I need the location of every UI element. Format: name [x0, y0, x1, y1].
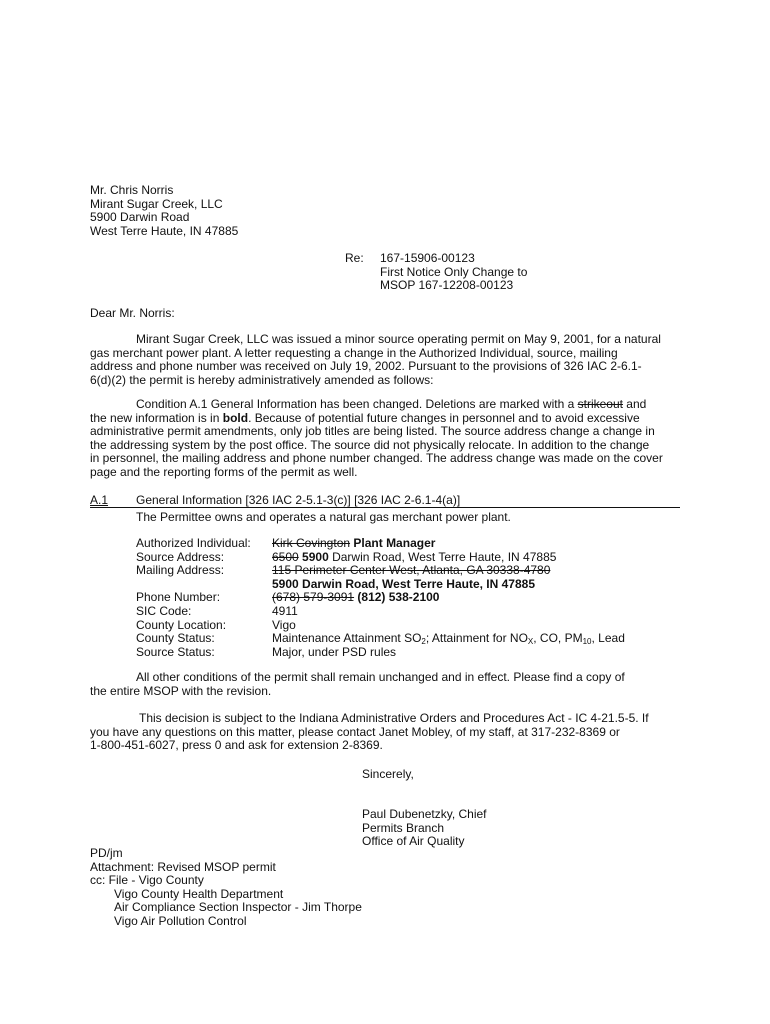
- paragraph-line: [90, 412, 663, 426]
- paragraph-line: page and the reporting forms of the permit as well.: [90, 464, 358, 479]
- paragraph-line: Mirant Sugar Creek, LLC was issued a minor source operating permit on May 9, 2001, for a natural: [136, 332, 661, 346]
- value-source-address: [272, 550, 556, 564]
- paragraph-line: 1-800-451-6027, press 0 and ask for extension 2-8369.: [90, 738, 383, 753]
- paragraph-line: [90, 398, 663, 412]
- strikeout-sample: strikeout: [577, 397, 623, 411]
- label-authorized-individual: Authorized Individual:: [136, 536, 251, 550]
- address-line: Mr. Chris Norris: [90, 183, 174, 197]
- deleted-text: Kirk Covington: [272, 536, 351, 550]
- recipient-address: [90, 184, 238, 238]
- deleted-text: 6500: [272, 549, 299, 564]
- value-sic-code: 4911: [272, 604, 298, 618]
- subscript: X: [527, 637, 534, 647]
- footer-block: [90, 847, 362, 929]
- text-run: the new information is in: [90, 410, 223, 425]
- signature-line: Paul Dubenetzky, Chief: [362, 807, 487, 821]
- paragraph-line: This decision is subject to the Indiana Administrative Orders and Procedures Act - IC 4-21.5-5. If: [139, 711, 649, 725]
- re-line: First Notice Only Change to: [380, 264, 528, 279]
- label-mailing-address: Mailing Address:: [136, 563, 225, 578]
- re-line: 167-15906-00123: [380, 251, 475, 265]
- deleted-text: (678) 579-3091: [272, 590, 355, 605]
- cc-item: Air Compliance Section Inspector - Jim Thorpe: [114, 900, 362, 915]
- closing: Sincerely,: [362, 767, 414, 781]
- condition-intro: The Permittee owns and operates a natural gas merchant power plant.: [136, 510, 511, 524]
- attachment-line: Attachment: Revised MSOP permit: [90, 859, 276, 874]
- value-mailing-address-new: 5900 Darwin Road, West Terre Haute, IN 47885: [272, 576, 535, 591]
- text-run: . Because of potential future changes in personnel and to avoid excessive: [248, 410, 640, 425]
- added-text: 5900: [302, 549, 329, 564]
- condition-number: A.1: [90, 493, 109, 507]
- value-county-status: [272, 631, 625, 645]
- bold-sample: bold: [222, 410, 249, 425]
- address-line: 5900 Darwin Road: [90, 210, 190, 225]
- label-phone-number: Phone Number:: [136, 590, 221, 605]
- subscript: 2: [421, 637, 426, 647]
- paragraph-line: gas merchant power plant. A letter requesting a change in the Authorized Individual, source, mailing: [90, 345, 618, 360]
- text-run: , Lead: [591, 631, 625, 646]
- subscript: 10: [582, 637, 592, 647]
- re-reference: [380, 252, 527, 293]
- paragraph-line: in personnel, the mailing address and phone number changed. The address change was made on the cover: [90, 451, 663, 466]
- paragraph-line: administrative permit amendments, only job titles are being listed. The source address change a change in: [90, 424, 655, 439]
- initials: PD/jm: [90, 846, 123, 860]
- value-phone-number: [272, 590, 439, 604]
- condition-title: General Information [326 IAC 2-5.1-3(c)] [326 IAC 2-6.1-4(a)]: [136, 493, 461, 507]
- added-text: Plant Manager: [353, 536, 436, 550]
- label-sic-code: SIC Code:: [136, 604, 192, 618]
- label-county-status: County Status:: [136, 631, 215, 646]
- cc-item: Vigo County Health Department: [114, 886, 284, 901]
- paragraph-line: address and phone number was received on July 19, 2002. Pursuant to the provisions of 326 IAC 2-6.1-: [90, 359, 642, 374]
- paragraph-line: the addressing system by the post office. The source did not physically relocate. In addition to the change: [90, 437, 650, 452]
- paragraph-other-conditions: [90, 671, 625, 698]
- text-run: Darwin Road, West Terre Haute, IN 47885: [328, 549, 557, 564]
- paragraph-line: the entire MSOP with the revision.: [90, 683, 272, 698]
- paragraph-line: you have any questions on this matter, please contact Janet Mobley, of my staff, at 317-232-8369 or: [90, 724, 620, 739]
- text-run: Condition A.1 General Information has been changed. Deletions are marked with a: [136, 397, 578, 411]
- value-mailing-address-old: 115 Perimeter Center West, Atlanta, GA 30338-4780: [272, 563, 551, 578]
- text-run: Maintenance Attainment SO: [272, 631, 422, 646]
- address-line: Mirant Sugar Creek, LLC: [90, 196, 223, 211]
- label-source-address: Source Address:: [136, 549, 225, 564]
- paragraph-intro: [90, 333, 661, 387]
- text-run: and: [622, 397, 647, 411]
- cc-item: Vigo Air Pollution Control: [114, 913, 247, 928]
- paragraph-line: 6(d)(2) the permit is hereby administratively amended as follows:: [90, 372, 434, 387]
- added-text: (812) 538-2100: [357, 590, 440, 605]
- section-rule: [90, 507, 680, 508]
- value-source-status: Major, under PSD rules: [272, 644, 397, 659]
- paragraph-changes: [90, 398, 663, 480]
- paragraph-line: All other conditions of the permit shall remain unchanged and in effect. Please find a copy of: [136, 670, 625, 684]
- salutation: Dear Mr. Norris:: [90, 306, 175, 320]
- cc-line: cc: File - Vigo County: [90, 873, 204, 888]
- text-run: ; Attainment for NO: [425, 631, 528, 646]
- paragraph-decision: [90, 712, 649, 753]
- address-line: West Terre Haute, IN 47885: [90, 223, 239, 238]
- signature-line: Permits Branch: [362, 820, 445, 835]
- text-run: , CO, PM: [533, 631, 583, 646]
- signature-block: [362, 808, 487, 849]
- value-authorized-individual: [272, 536, 435, 550]
- re-line: MSOP 167-12208-00123: [380, 278, 514, 293]
- value-county-location: Vigo: [272, 617, 296, 632]
- signature-line: Office of Air Quality: [362, 834, 465, 849]
- label-county-location: County Location:: [136, 617, 227, 632]
- label-source-status: Source Status:: [136, 644, 215, 659]
- re-label: Re:: [345, 251, 364, 265]
